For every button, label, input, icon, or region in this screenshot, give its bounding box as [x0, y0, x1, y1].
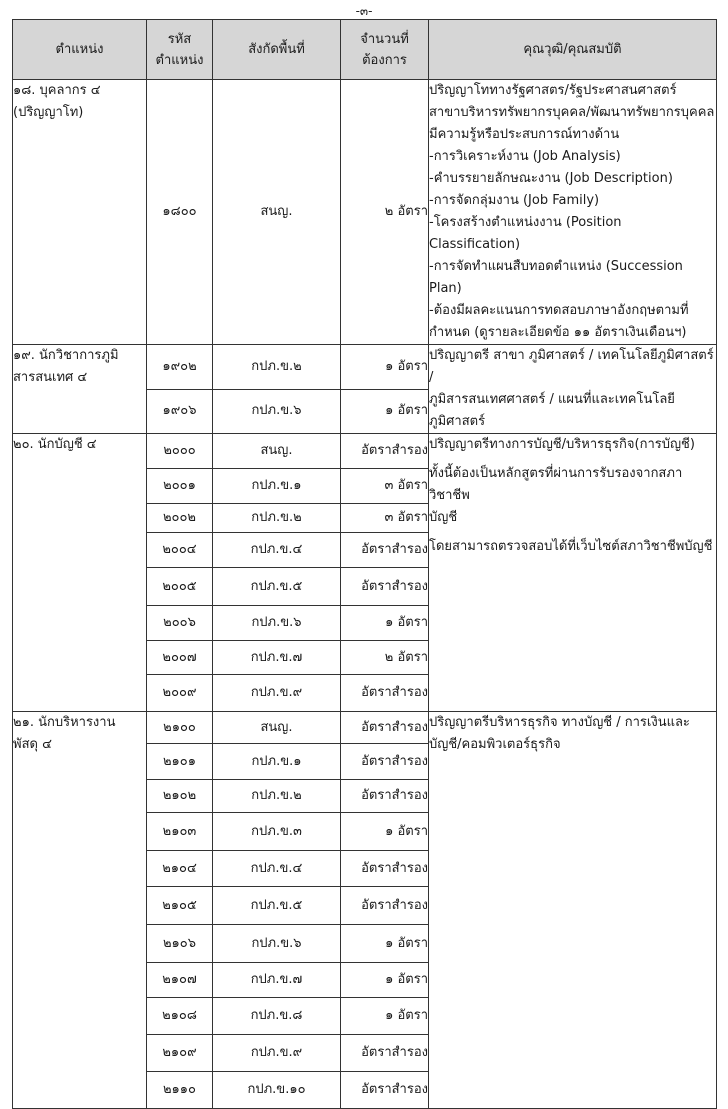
count-cell: อัตราสำรอง	[341, 1072, 429, 1109]
qualification-line: สาขาบริหารทรัพยากรบุคคล/พัฒนาทรัพยากรบุคคล	[429, 105, 715, 120]
header-position: ตำแหน่ง	[13, 20, 147, 80]
qualification-line: ทั้งนี้ต้องเป็นหลักสูตรที่ผ่านการรับรองจากสภาวิชาชีพ	[429, 466, 683, 503]
qualification-line: โดยสามารถตรวจสอบได้ที่เว็บไซต์สภาวิชาชีพบัญชี	[429, 539, 713, 554]
count-cell: อัตราสำรอง	[341, 568, 429, 606]
code-cell: ๒๑๐๗	[147, 963, 213, 998]
code-cell: ๒๐๐๖	[147, 606, 213, 641]
qualification-line: ปริญญาโททางรัฐศาสตร/รัฐประศาสนศาสตร์	[429, 83, 677, 98]
positions-table	[12, 19, 717, 1109]
code-cell: ๒๐๐๙	[147, 675, 213, 712]
area-cell: สนญ.	[213, 712, 341, 744]
position-title: ๑๙. นักวิชาการภูมิ	[13, 348, 119, 363]
count-cell: ๑ อัตรา	[341, 813, 429, 851]
header-area: สังกัดพื้นที่	[213, 20, 341, 80]
code-cell: ๑๙๐๖	[147, 389, 213, 434]
area-cell: กปภ.ข.๒	[213, 504, 341, 533]
code-cell: ๒๐๐๒	[147, 504, 213, 533]
area-cell: กปภ.ข.๖	[213, 389, 341, 434]
position-cell	[13, 345, 147, 434]
position-cell	[13, 80, 147, 345]
area-cell: กปภ.ข.๔	[213, 533, 341, 568]
table-row	[13, 80, 717, 345]
area-cell: กปภ.ข.๑๐	[213, 1072, 341, 1109]
count-cell: ๑ อัตรา	[341, 925, 429, 963]
header-code	[147, 20, 213, 80]
header-row	[13, 20, 717, 80]
table-row	[13, 345, 717, 390]
table-row	[13, 712, 717, 744]
position-cell	[13, 434, 147, 712]
area-cell: กปภ.ข.๑	[213, 469, 341, 504]
qualification-cell	[429, 345, 717, 434]
header-count	[341, 20, 429, 80]
count-cell: ๒ อัตรา	[341, 80, 429, 345]
code-cell: ๒๑๐๑	[147, 744, 213, 780]
count-cell: อัตราสำรอง	[341, 744, 429, 780]
header-qualification: คุณวุฒิ/คุณสมบัติ	[429, 20, 717, 80]
count-cell: อัตราสำรอง	[341, 712, 429, 744]
area-cell: สนญ.	[213, 80, 341, 345]
code-cell: ๒๑๐๖	[147, 925, 213, 963]
area-cell: กปภ.ข.๓	[213, 813, 341, 851]
position-subtitle: (ปริญญาโท)	[13, 105, 84, 120]
qualification-line: บัญชี	[429, 510, 458, 525]
qualification-line: -การจัดทำแผนสืบทอดตำแหน่ง (Succession Plan)	[429, 259, 683, 296]
count-cell: ๑ อัตรา	[341, 606, 429, 641]
position-subtitle: สารสนเทศ ๔	[13, 370, 88, 385]
code-cell: ๑๘๐๐	[147, 80, 213, 345]
qualification-line: -การวิเคราะห์งาน (Job Analysis)	[429, 149, 621, 164]
qualification-line: ปริญญาตรีบริหารธุรกิจ ทางบัญชี / การเงินและ	[429, 715, 690, 730]
code-cell: ๒๑๐๔	[147, 851, 213, 887]
count-cell: อัตราสำรอง	[341, 887, 429, 925]
count-cell: ๓ อัตรา	[341, 504, 429, 533]
area-cell: กปภ.ข.๖	[213, 925, 341, 963]
position-title: ๒๐. นักบัญชี ๔	[13, 437, 97, 452]
area-cell: กปภ.ข.๒	[213, 345, 341, 390]
code-cell: ๒๑๐๘	[147, 998, 213, 1035]
header-code-line2: ตำแหน่ง	[155, 52, 204, 68]
count-cell: ๑ อัตรา	[341, 998, 429, 1035]
area-cell: กปภ.ข.๗	[213, 963, 341, 998]
count-cell: อัตราสำรอง	[341, 533, 429, 568]
qualification-line: -การจัดกลุ่มงาน (Job Family)	[429, 193, 600, 208]
area-cell: กปภ.ข.๕	[213, 568, 341, 606]
page-number: -๓-	[355, 4, 373, 18]
count-cell: อัตราสำรอง	[341, 434, 429, 469]
table-row	[13, 434, 717, 469]
header-code-line1: รหัส	[167, 31, 192, 47]
area-cell: กปภ.ข.๔	[213, 851, 341, 887]
area-cell: กปภ.ข.๙	[213, 675, 341, 712]
position-cell	[13, 712, 147, 1109]
area-cell: กปภ.ข.๙	[213, 1035, 341, 1072]
qualification-line: บัญชี/คอมพิวเตอร์ธุรกิจ	[429, 737, 561, 752]
count-cell: ๒ อัตรา	[341, 641, 429, 675]
qualification-line: กำหนด (ดูรายละเอียดข้อ ๑๑ อัตราเงินเดือนฯ)	[429, 325, 687, 340]
position-title: ๒๑. นักบริหารงาน	[13, 715, 116, 730]
position-title: ๑๘. บุคลากร ๔	[13, 83, 101, 98]
code-cell: ๒๐๐๐	[147, 434, 213, 469]
code-cell: ๒๑๐๕	[147, 887, 213, 925]
area-cell: กปภ.ข.๖	[213, 606, 341, 641]
code-cell: ๒๐๐๗	[147, 641, 213, 675]
code-cell: ๒๐๐๑	[147, 469, 213, 504]
code-cell: ๑๙๐๒	[147, 345, 213, 390]
count-cell: อัตราสำรอง	[341, 780, 429, 813]
count-cell: ๑ อัตรา	[341, 345, 429, 390]
qualification-line: -โครงสร้างตำแหน่งงาน (Position Classification)	[429, 215, 622, 252]
qualification-cell	[429, 712, 717, 1109]
area-cell: กปภ.ข.๗	[213, 641, 341, 675]
count-cell: ๓ อัตรา	[341, 469, 429, 504]
count-cell: อัตราสำรอง	[341, 851, 429, 887]
code-cell: ๒๑๐๓	[147, 813, 213, 851]
code-cell: ๒๑๐๙	[147, 1035, 213, 1072]
code-cell: ๒๐๐๔	[147, 533, 213, 568]
qualification-cell	[429, 434, 717, 712]
qualification-line: ปริญญาตรีทางการบัญชี/บริหารธุรกิจ(การบัญชี)	[429, 437, 695, 452]
qualification-line: ปริญญาตรี สาขา ภูมิศาสตร์ / เทคโนโลยีภูมิศาสตร์ /	[429, 348, 714, 385]
code-cell: ๒๐๐๕	[147, 568, 213, 606]
qualification-line: ภูมิสารสนเทศศาสตร์ / แผนที่และเทคโนโลยีภูมิศาสตร์	[429, 392, 675, 429]
qualification-cell	[429, 80, 717, 345]
area-cell: กปภ.ข.๘	[213, 998, 341, 1035]
table-body	[13, 80, 717, 1109]
qualification-line: มีความรู้หรือประสบการณ์ทางด้าน	[429, 127, 620, 142]
count-cell: อัตราสำรอง	[341, 675, 429, 712]
code-cell: ๒๑๐๐	[147, 712, 213, 744]
header-count-line2: ต้องการ	[362, 52, 407, 68]
count-cell: ๑ อัตรา	[341, 389, 429, 434]
area-cell: กปภ.ข.๑	[213, 744, 341, 780]
code-cell: ๒๑๐๒	[147, 780, 213, 813]
area-cell: สนญ.	[213, 434, 341, 469]
qualification-line: -ต้องมีผลคะแนนการทดสอบภาษาอังกฤษตามที่	[429, 303, 689, 318]
qualification-line: -คำบรรยายลักษณะงาน (Job Description)	[429, 171, 673, 186]
area-cell: กปภ.ข.๕	[213, 887, 341, 925]
position-subtitle: พัสดุ ๔	[13, 737, 52, 752]
count-cell: อัตราสำรอง	[341, 1035, 429, 1072]
header-count-line1: จำนวนที่	[360, 31, 409, 47]
code-cell: ๒๑๑๐	[147, 1072, 213, 1109]
area-cell: กปภ.ข.๒	[213, 780, 341, 813]
count-cell: ๑ อัตรา	[341, 963, 429, 998]
